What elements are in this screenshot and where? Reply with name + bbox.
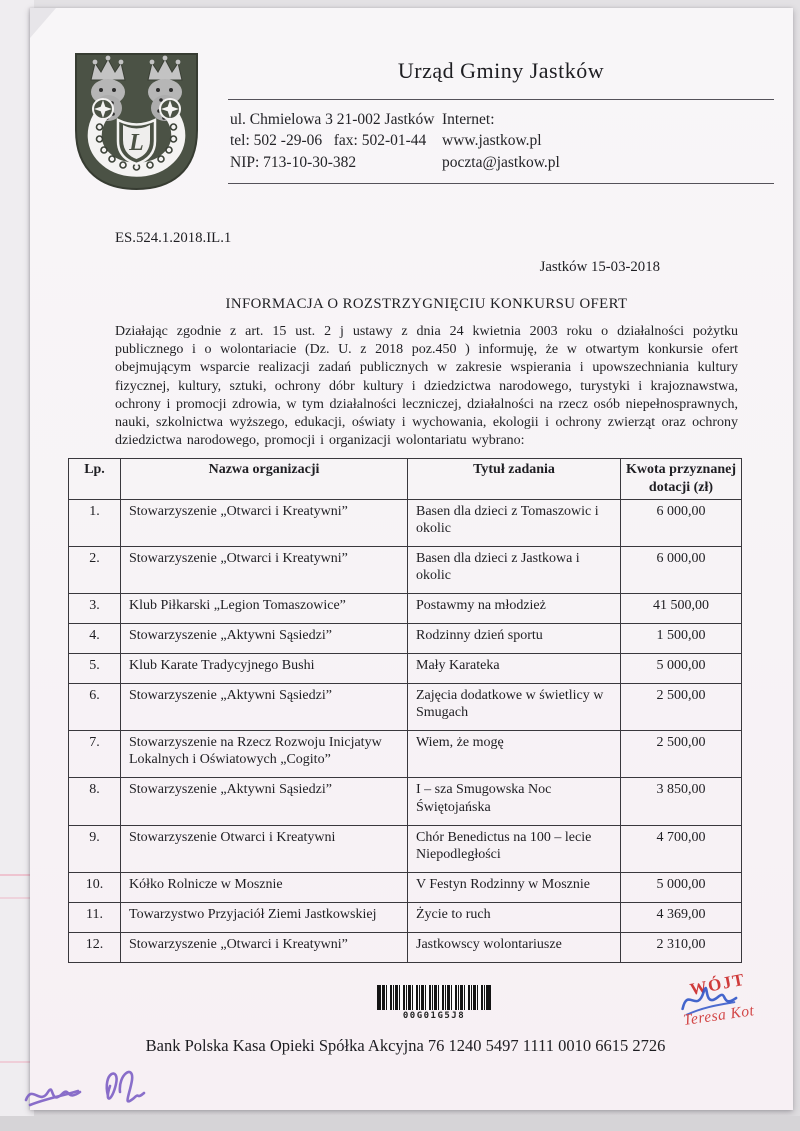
cell-amt: 2 310,00 <box>621 932 742 962</box>
cell-lp: 1. <box>69 499 121 546</box>
document-body <box>30 8 793 963</box>
phone-fax-line: tel: 502 -29-06 fax: 502-01-44 <box>230 132 427 150</box>
cell-org: Klub Karate Tradycyjnego Bushi <box>121 654 408 684</box>
table-row <box>69 902 742 932</box>
mayor-stamp <box>671 967 800 1029</box>
cell-amt: 4 700,00 <box>621 825 742 872</box>
cell-lp: 5. <box>69 654 121 684</box>
cell-amt: 2 500,00 <box>621 684 742 731</box>
org-title: Urząd Gminy Jastków <box>397 58 605 83</box>
cell-lp: 9. <box>69 825 121 872</box>
table-row <box>69 623 742 653</box>
cell-org: Stowarzyszenie „Otwarci i Kreatywni” <box>121 546 408 593</box>
cell-task: Wiem, że mogę <box>408 731 621 778</box>
cell-org: Stowarzyszenie Otwarci i Kreatywni <box>121 825 408 872</box>
cell-amt: 6 000,00 <box>621 546 742 593</box>
cell-org: Stowarzyszenie „Otwarci i Kreatywni” <box>121 499 408 546</box>
cell-amt: 5 000,00 <box>621 654 742 684</box>
table-row <box>69 731 742 778</box>
internet-label: Internet: <box>442 111 495 128</box>
barcode <box>377 985 491 1021</box>
bank-account-line: Bank Polska Kasa Opieki Spółka Akcyjna 76 1240 5497 1111 0010 6615 2726 <box>145 1036 666 1055</box>
cell-lp: 11. <box>69 902 121 932</box>
cell-task: Rodzinny dzień sportu <box>408 623 621 653</box>
table-row <box>69 684 742 731</box>
scanner-bottom-edge <box>0 1116 800 1131</box>
table-row <box>69 872 742 902</box>
reference-number: ES.524.1.2018.IL.1 <box>115 230 232 246</box>
cell-amt: 6 000,00 <box>621 499 742 546</box>
cell-task: Postawmy na młodzież <box>408 593 621 623</box>
body-paragraph: Działając zgodnie z art. 15 ust. 2 j ustawy z dnia 24 kwietnia 2003 roku o działalności pożytku publicznego i o wolontariacie (Dz. U. z 2018 poz.450 ) informuję, że w otwartym konkursie ofert obejmującym wsparcie realizacji zadań publicznych w zakresie wspierania i upowszechniania kultury fizycznej, kultury, sztuki, ochrony dóbr kultury i dziedzictwa narodowego, turystyki i krajoznawstwa, ochrony i promocji zdrowia, w tym działalności leczniczej, działalności na rzecz osób niepełnosprawnych, nauki, szkolnictwa wyższego, edukacji, oświaty i wychowania, ekologii i ochrony zwierząt oraz ochrony dziedzictwa narodowego, promocji i organizacji wolontariatu wybrano: <box>115 324 738 449</box>
cell-lp: 10. <box>69 872 121 902</box>
website: www.jastkow.pl <box>442 132 542 150</box>
cell-lp: 7. <box>69 731 121 778</box>
barcode-image-icon <box>377 985 491 1010</box>
table-row <box>69 593 742 623</box>
barcode-text: 00G01G5J8 <box>402 1011 466 1021</box>
cell-task: Chór Benedictus na 100 – lecie Niepodległości <box>408 825 621 872</box>
column-header-lp: Lp. <box>69 459 121 499</box>
document-heading: INFORMACJA O ROZSTRZYGNIĘCIU KONKURSU OFERT <box>225 296 628 312</box>
cell-lp: 4. <box>69 623 121 653</box>
cell-org: Klub Piłkarski „Legion Tomaszowice” <box>121 593 408 623</box>
svg-text:L: L <box>129 130 144 156</box>
cell-lp: 2. <box>69 546 121 593</box>
dateline: Jastków 15-03-2018 <box>539 259 660 275</box>
cell-task: Jastkowscy wolontariusze <box>408 932 621 962</box>
paper-page <box>30 8 793 1110</box>
cell-lp: 3. <box>69 593 121 623</box>
table-row <box>69 778 742 825</box>
table-row <box>69 825 742 872</box>
cell-task: Basen dla dzieci z Tomaszowic i okolic <box>408 499 621 546</box>
grants-table <box>68 458 742 963</box>
cell-lp: 8. <box>69 778 121 825</box>
scanner-edge-strip <box>0 0 34 1120</box>
cell-amt: 2 500,00 <box>621 731 742 778</box>
cell-task: Basen dla dzieci z Jastkowa i okolic <box>408 546 621 593</box>
grants-table-wrap <box>68 458 741 963</box>
cell-org: Stowarzyszenie „Otwarci i Kreatywni” <box>121 932 408 962</box>
cell-org: Stowarzyszenie na Rzecz Rozwoju Inicjatyw Lokalnych i Oświatowych „Cogito” <box>121 731 408 778</box>
cell-task: Zajęcia dodatkowe w świetlicy w Smugach <box>408 684 621 731</box>
nip-line: NIP: 713-10-30-382 <box>230 153 357 171</box>
stamp-title: WÓJT <box>688 969 747 1000</box>
table-row <box>69 546 742 593</box>
cell-amt: 3 850,00 <box>621 778 742 825</box>
cell-lp: 6. <box>69 684 121 731</box>
stamp-name: Teresa Kot <box>682 1002 756 1029</box>
column-header-amount: Kwota przyznanej dotacji (zł) <box>621 459 742 499</box>
cell-org: Towarzystwo Przyjaciół Ziemi Jastkowskiej <box>121 902 408 932</box>
column-header-org: Nazwa organizacji <box>121 459 408 499</box>
cell-org: Stowarzyszenie „Aktywni Sąsiedzi” <box>121 623 408 653</box>
cell-org: Stowarzyszenie „Aktywni Sąsiedzi” <box>121 684 408 731</box>
cell-amt: 1 500,00 <box>621 623 742 653</box>
cell-amt: 5 000,00 <box>621 872 742 902</box>
column-header-task: Tytuł zadania <box>408 459 621 499</box>
pink-line <box>0 874 34 876</box>
cell-task: Mały Karateka <box>408 654 621 684</box>
pink-line <box>0 897 34 899</box>
table-header-row <box>69 459 742 499</box>
cell-task: V Festyn Rodzinny w Mosznie <box>408 872 621 902</box>
address-line1: ul. Chmielowa 3 21-002 Jastków <box>230 111 435 128</box>
handwritten-initials-icon <box>20 1060 160 1120</box>
table-row <box>69 499 742 546</box>
cell-amt: 41 500,00 <box>621 593 742 623</box>
cell-task: Życie to ruch <box>408 902 621 932</box>
table-row <box>69 654 742 684</box>
grants-table-body <box>69 499 742 962</box>
cell-org: Stowarzyszenie „Aktywni Sąsiedzi” <box>121 778 408 825</box>
cell-task: I – sza Smugowska Noc Świętojańska <box>408 778 621 825</box>
cell-lp: 12. <box>69 932 121 962</box>
table-row <box>69 932 742 962</box>
email: poczta@jastkow.pl <box>442 153 560 171</box>
cell-amt: 4 369,00 <box>621 902 742 932</box>
cell-org: Kółko Rolnicze w Mosznie <box>121 872 408 902</box>
